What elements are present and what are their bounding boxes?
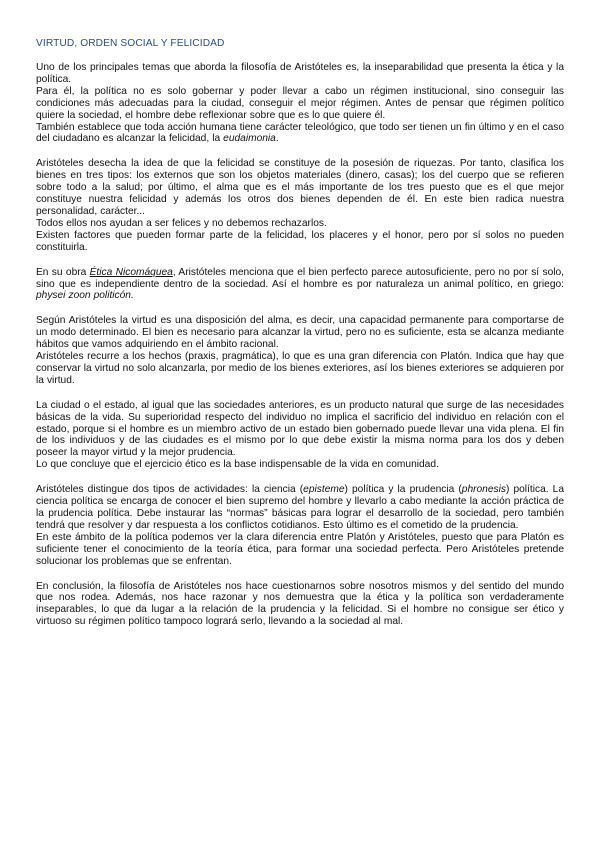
- document-title: VIRTUD, ORDEN SOCIAL Y FELICIDAD: [36, 38, 225, 49]
- text-line: Uno de los principales temas que aborda la filosofía de Aristóteles es, la inseparabilidad que presenta la ética y la política.: [36, 62, 564, 85]
- text-line: Todos ellos nos ayudan a ser felices y no debemos rechazarlos.: [36, 217, 327, 229]
- paragraph-conclusion: En conclusión, la filosofía de Aristóteles nos hace cuestionarnos sobre nosotros mismos y del sentido del mundo que nos rodea. Además, nos hace razonar y nos demuestra que la ética y la política son verdaderamente inseparables, lo que da lugar a la relación de la prudencia y la felicidad. Si el hombre no consigue ser ético y virtuoso su régimen político tampoco logrará serlo, llevando a la sociedad al mal.: [36, 580, 564, 628]
- text-run: Aristóteles distingue dos tipos de actividades: la ciencia (: [36, 484, 304, 496]
- text-run: ) política. La ciencia política se encarga de conocer el bien supremo del hombre y llevarlo a cabo mediante la acción práctica de la prudencia política. Debe instaurar las “normas” básicas para lograr el desarrollo de la sociedad, pero también tendrá que resolver y dar respuesta a los conflictos cotidianos. Esto último es el cometido de la prudencia.: [36, 484, 564, 531]
- italic-term-episteme: episteme: [303, 484, 345, 496]
- text-line: [36, 484, 564, 532]
- text-line: Lo que concluye que el ejercicio ético es la base indispensable de la vida en comunidad.: [36, 459, 439, 471]
- text-run: ) política y la prudencia (: [344, 484, 462, 496]
- text-line: Para él, la política no es solo gobernar y poder llevar a cabo un régimen institucional, sino conseguir las condiciones más adecuadas para la ciudad, conseguir el mejor régimen. Antes de pensar que régimen político quiere la sociedad, el hombre debe reflexionar sobre que es lo que quiere él.: [36, 85, 564, 121]
- paragraph-actividades: [36, 484, 564, 567]
- paragraph-intro: [36, 62, 564, 145]
- italic-term-greek: physei zoon politicón.: [36, 290, 134, 302]
- text-run: , Aristóteles menciona que el bien perfecto parece autosuficiente, pero no por sí solo, sino que es independiente dentro de la sociedad. Así el hombre es por naturaleza un animal político, en griego:: [36, 266, 564, 290]
- text-run: También establece que toda acción humana tiene carácter teleológico, que todo ser tienen un fin último y en el caso del ciudadano es alcanzar la felicidad, la: [36, 121, 564, 145]
- italic-term-phronesis: phronesis: [461, 484, 506, 496]
- text-line: Existen factores que pueden formar parte de la felicidad, los placeres y el honor, pero por sí solos no pueden constituirla.: [36, 229, 564, 253]
- text-line: En este ámbito de la política podemos ver la clara diferencia entre Platón y Aristóteles, puesto que para Platón es suficiente tener el conocimiento de la teoría ética, para formar una sociedad perfecta. Pero Aristóteles pretende solucionar los problemas que se enfrentan.: [36, 531, 564, 567]
- paragraph-etica-nicomaquea: [36, 267, 564, 303]
- text-line: Aristóteles desecha la idea de que la felicidad se constituye de la posesión de riquezas. Por tanto, clasifica los bienes en tres tipos: los externos que son los objetos materiales (dinero, casas); los del cuerpo que se refieren sobre todo a la salud; por último, el alma que es el más importante de los tres puesto que es el que mejor constituye nuestra felicidad y además los otros dos bienes dependen de él. En este bien radica nuestra personalidad, carácter...: [36, 158, 564, 217]
- text-line: La ciudad o el estado, al igual que las sociedades anteriores, es un producto natural que surge de las necesidades básicas de la vida. Su superioridad respecto del individuo no implica el sacrificio del individuo en relación con el estado, porque si el hombre es un miembro activo de un estado bien gobernado puede llevar una vida plena. El fin de los individuos y de las ciudades es el mismo por lo que debe existir la misma norma para los dos y deben poseer la mayor virtud y la mejor prudencia.: [36, 399, 564, 459]
- text-line: Aristóteles recurre a los hechos (praxis, pragmática), lo que es una gran diferencia con Platón. Indica que hay que conservar la virtud no solo alcanzarla, por medio de los bienes exteriores, así los bienes exteriores se adquieren por la virtud.: [36, 351, 564, 386]
- text-run: .: [275, 133, 279, 145]
- book-title-link[interactable]: Ética Nicomáquea: [89, 266, 173, 278]
- italic-term-eudaimonia: eudaimonia: [223, 133, 276, 145]
- text-line: [36, 122, 564, 146]
- text-run: En su obra: [36, 266, 90, 278]
- paragraph-bienes: [36, 158, 564, 253]
- text-line: Según Aristóteles la virtud es una disposición del alma, es decir, una capacidad permanente para comportarse de un modo determinado. El bien es necesario para alcanzar la virtud, pero no es suficiente, esta se alcanza mediante hábitos que vamos adquiriendo en el ámbito racional.: [36, 315, 564, 351]
- paragraph-virtud: [36, 315, 564, 386]
- paragraph-ciudad: [36, 400, 564, 471]
